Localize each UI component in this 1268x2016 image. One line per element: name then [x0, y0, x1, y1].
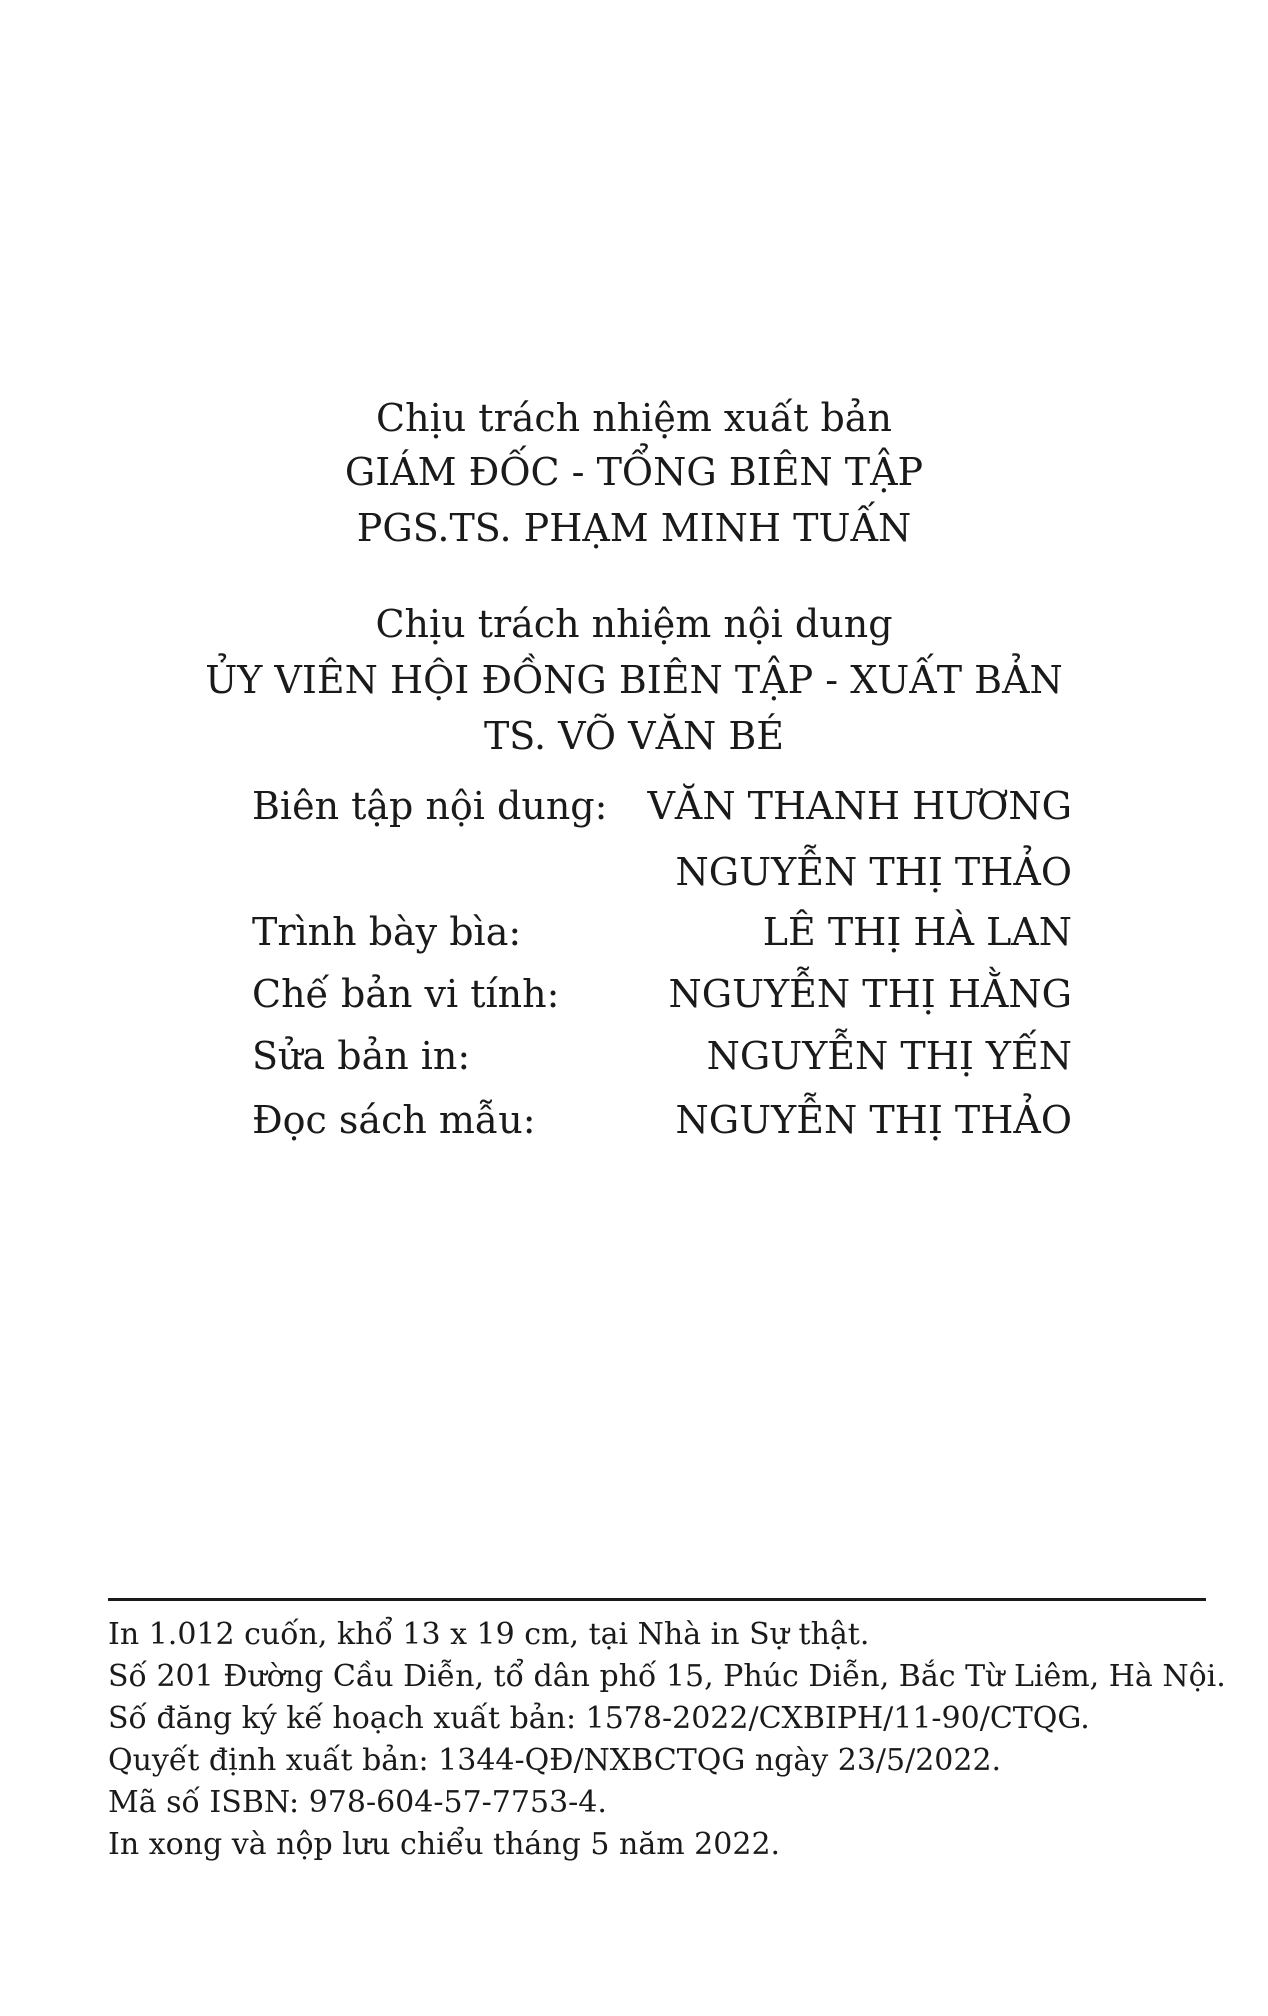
credit-label: Chế bản vi tính:	[252, 972, 560, 1016]
content-responsibility-label: Chịu trách nhiệm nội dung	[375, 602, 893, 646]
credit-row-cover-design	[252, 906, 1072, 958]
publishing-responsibility-title: GIÁM ĐỐC - TỔNG BIÊN TẬP	[344, 450, 924, 494]
imprint-print-run: In 1.012 cuốn, khổ 13 x 19 cm, tại Nhà in Sự thật.	[108, 1617, 870, 1652]
credit-label: Đọc sách mẫu:	[252, 1098, 536, 1142]
publishing-responsibility-name: PGS.TS. PHẠM MINH TUẤN	[356, 506, 912, 550]
publishing-responsibility-label: Chịu trách nhiệm xuất bản	[376, 396, 892, 440]
imprint-block	[108, 1614, 1226, 1866]
credit-value: NGUYỄN THỊ THẢO	[675, 1098, 1072, 1142]
credit-value: NGUYỄN THỊ YẾN	[706, 1034, 1072, 1078]
imprint-publishing-decision: Quyết định xuất bản: 1344-QĐ/NXBCTQG ngày 23/5/2022.	[108, 1743, 1002, 1778]
imprint-isbn: Mã số ISBN: 978-604-57-7753-4.	[108, 1785, 607, 1820]
content-responsibility-name: TS. VÕ VĂN BÉ	[483, 714, 785, 758]
imprint-deposit-date: In xong và nộp lưu chiểu tháng 5 năm 2022.	[108, 1827, 781, 1862]
credit-row-content-editor	[252, 780, 1072, 832]
credit-row-content-editor-2	[252, 846, 1072, 898]
imprint-divider	[108, 1598, 1206, 1601]
credit-label: Biên tập nội dung:	[252, 784, 608, 828]
credit-label: Sửa bản in:	[252, 1034, 471, 1078]
credit-row-typesetting	[252, 968, 1072, 1020]
credit-row-proofreading	[252, 1030, 1072, 1082]
credit-value: NGUYỄN THỊ THẢO	[675, 850, 1072, 894]
imprint-printer-address: Số 201 Đường Cầu Diễn, tổ dân phố 15, Phúc Diễn, Bắc Từ Liêm, Hà Nội.	[108, 1659, 1226, 1694]
credit-value: VĂN THANH HƯƠNG	[647, 784, 1072, 828]
content-responsibility-title: ỦY VIÊN HỘI ĐỒNG BIÊN TẬP - XUẤT BẢN	[205, 658, 1063, 702]
credit-value: LÊ THỊ HÀ LAN	[762, 910, 1072, 954]
credit-label: Trình bày bìa:	[252, 910, 522, 954]
credit-row-sample-reading	[252, 1094, 1072, 1146]
credit-value: NGUYỄN THỊ HẰNG	[668, 972, 1072, 1016]
imprint-registration-number: Số đăng ký kế hoạch xuất bản: 1578-2022/CXBIPH/11-90/CTQG.	[108, 1701, 1090, 1736]
